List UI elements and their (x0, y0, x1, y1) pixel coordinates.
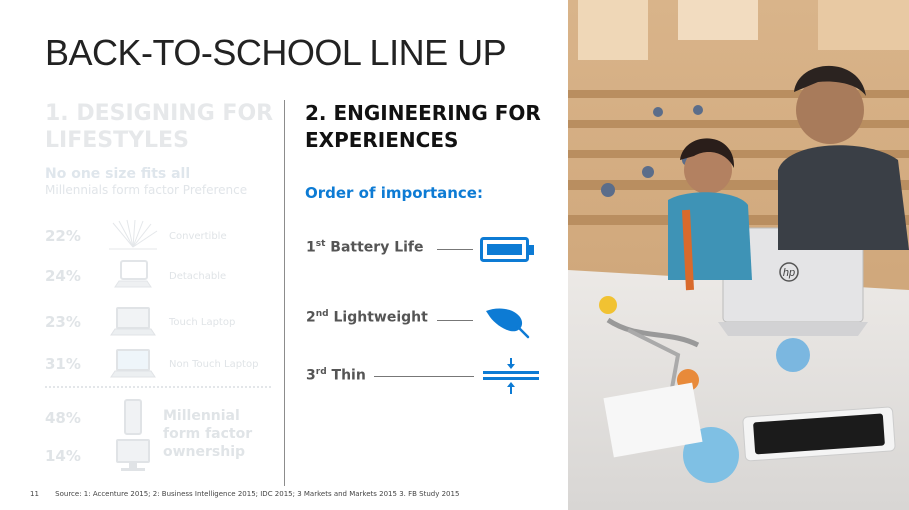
page-number: 11 (30, 490, 39, 498)
ownership-label (163, 407, 252, 461)
classroom-photo-illustration (568, 0, 909, 510)
designing-heading-line2: LIFESTYLES (45, 128, 189, 153)
ownership-row-desktop (45, 438, 161, 474)
thin-compress-icon (482, 356, 540, 396)
designing-subheading: No one size fits all (45, 166, 191, 182)
ownership-label-line3: ownership (163, 444, 246, 460)
device-row-touch-laptop (45, 304, 235, 340)
ownership-label-line1: Millennial (163, 408, 240, 424)
connector-line (374, 376, 474, 377)
device-label: Non Touch Laptop (169, 358, 259, 370)
source-citation: Source: 1: Accenture 2015; 2: Business Intelligence 2015; IDC 2015; 3 Markets and Markets 2015 3. FB Study 2015 (55, 490, 460, 498)
rank-number: 1 (306, 239, 316, 256)
designing-section (45, 100, 285, 465)
device-row-detachable (45, 258, 226, 294)
rank-number: 3 (306, 367, 316, 384)
slide-title: BACK-TO-SCHOOL LINE UP (45, 32, 507, 73)
rank-label: Lightweight (333, 309, 428, 326)
feather-icon (484, 303, 532, 339)
rank-suffix: rd (315, 367, 327, 377)
non-touch-laptop-icon (105, 346, 161, 382)
device-pct: 31% (45, 355, 81, 373)
device-pct: 24% (45, 267, 81, 285)
hp-logo-icon: hp (782, 267, 796, 279)
rank-suffix: st (315, 239, 326, 249)
desktop-monitor-icon (105, 438, 161, 474)
order-of-importance-label: Order of importance: (305, 184, 483, 202)
students-photo (568, 0, 909, 510)
engineering-heading (305, 100, 541, 154)
device-pct: 22% (45, 227, 81, 245)
touch-laptop-icon (105, 304, 161, 340)
device-row-non-touch-laptop (45, 346, 258, 382)
designing-heading (45, 100, 285, 154)
device-label: Touch Laptop (169, 316, 236, 328)
engineering-heading-line2: EXPERIENCES (305, 128, 459, 152)
ownership-pct: 48% (45, 409, 81, 427)
connector-line (437, 320, 473, 321)
priority-lightweight (306, 309, 428, 326)
smartphone-icon (105, 400, 161, 436)
device-label: Detachable (169, 270, 227, 282)
footer (30, 490, 459, 498)
device-pct: 23% (45, 313, 81, 331)
device-label: Convertible (169, 230, 227, 242)
rank-number: 2 (306, 309, 316, 326)
priority-battery-life (306, 239, 424, 256)
rank-label: Battery Life (330, 239, 424, 256)
designing-subtext: Millennials form factor Preference (45, 183, 248, 197)
designing-heading-line1: 1. DESIGNING FOR (45, 101, 274, 126)
column-divider (284, 100, 285, 486)
priority-thin (306, 367, 366, 384)
detachable-tablet-icon (105, 258, 161, 294)
ownership-label-line2: form factor (163, 426, 253, 442)
engineering-heading-line1: 2. ENGINEERING FOR (305, 101, 541, 125)
rank-suffix: nd (315, 309, 329, 319)
battery-icon (480, 237, 536, 263)
section-divider (45, 386, 271, 388)
ownership-pct: 14% (45, 447, 81, 465)
engineering-section (305, 100, 541, 154)
convertible-laptop-icon (105, 218, 161, 254)
ownership-row-phone (45, 400, 161, 436)
rank-label: Thin (331, 367, 366, 384)
device-row-convertible (45, 218, 227, 254)
connector-line (437, 249, 473, 250)
